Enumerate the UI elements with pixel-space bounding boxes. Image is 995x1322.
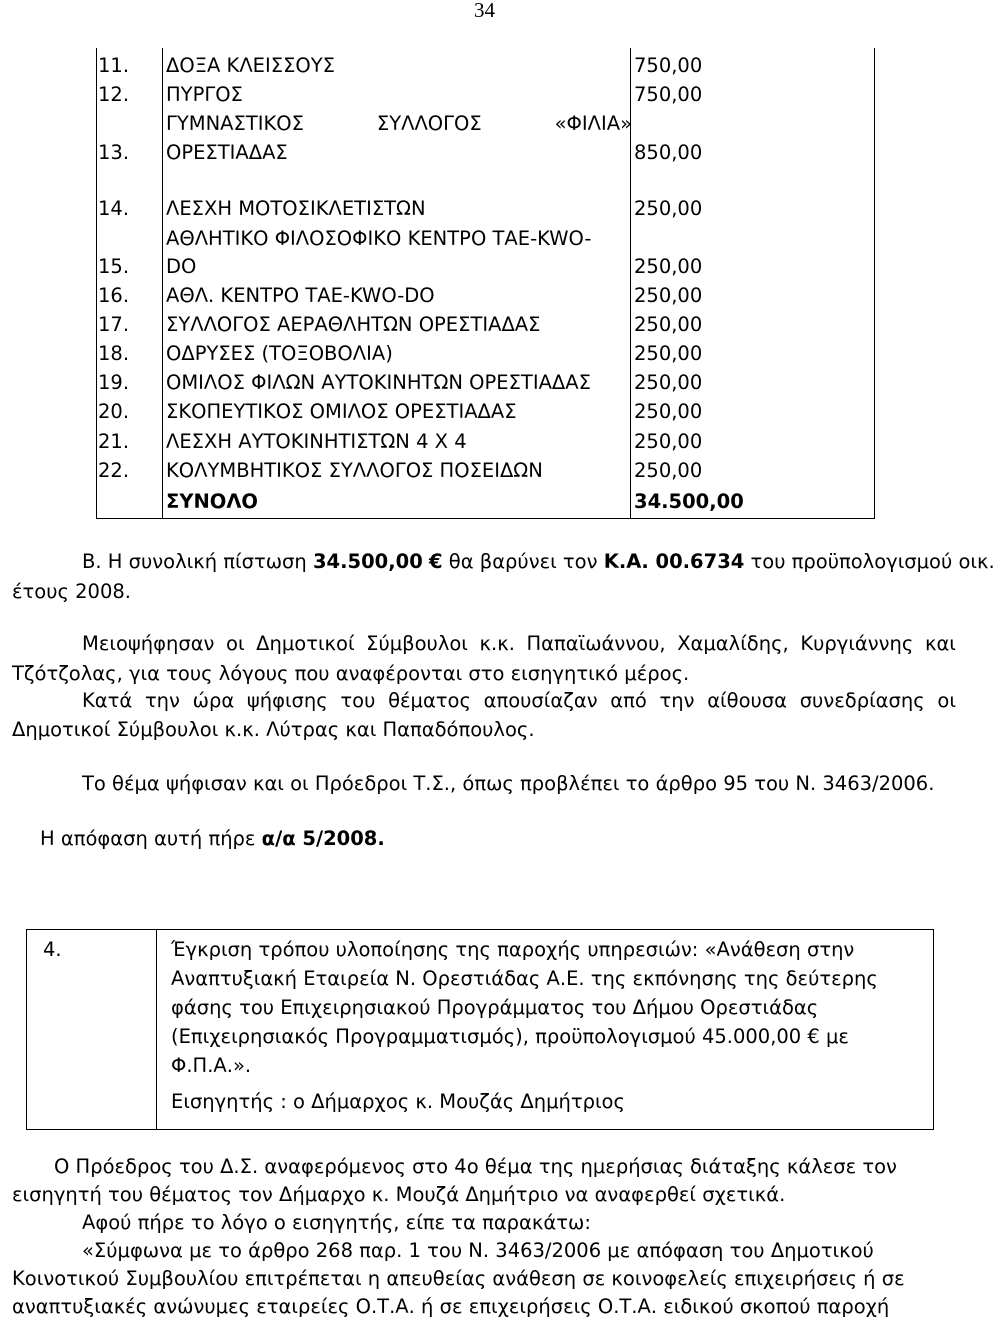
table-border-left xyxy=(96,48,97,518)
agenda-item-line: Έγκριση τρόπου υλοποίησης της παροχής υπηρεσιών: «Ανάθεση στην xyxy=(171,938,855,961)
minority-line2: Τζότζολας, για τους λόγους που αναφέρονται στο εισηγητικό μέρος. xyxy=(12,662,690,685)
euro-symbol: € xyxy=(428,550,443,573)
closing-line: Κοινοτικού Συμβουλίου επιτρέπεται η απευθείας ανάθεση σε κοινοφελείς επιχειρήσεις ή σε xyxy=(12,1267,905,1290)
decision-number: α/α 5/2008. xyxy=(261,827,385,850)
table-border-num xyxy=(162,48,163,518)
credit-paragraph-line2: έτους 2008. xyxy=(12,580,131,603)
decision-line: Η απόφαση αυτή πήρε α/α 5/2008. xyxy=(40,827,385,850)
agenda-item-line: φάσης του Επιχειρησιακού Προγράμματος του Δήμου Ορεστιάδας xyxy=(171,996,819,1019)
absent-line2: Δημοτικοί Σύμβουλοι κ.κ. Λύτρας και Παπαδόπουλος. xyxy=(12,718,535,741)
closing-line: «Σύμφωνα με το άρθρο 268 παρ. 1 του Ν. 3463/2006 με απόφαση του Δημοτικού xyxy=(82,1239,874,1262)
agenda-item-box xyxy=(26,929,934,1130)
minority-line1: Μειοψήφησαν οι Δημοτικοί Σύμβουλοι κ.κ. Παπαϊωάννου, Χαμαλίδης, Κυργιάννης και xyxy=(82,632,956,655)
total-label: ΣΥΝΟΛΟ xyxy=(166,490,259,513)
closing-line: εισηγητή του θέματος τον Δήμαρχο κ. Μουζά Δημήτριο να αναφερθεί σχετικά. xyxy=(12,1183,786,1206)
closing-line: Ο Πρόεδρος του Δ.Σ. αναφερόμενος στο 4ο θέμα της ημερήσιας διάταξης κάλεσε τον xyxy=(54,1155,897,1178)
rapporteur: Εισηγητής : ο Δήμαρχος κ. Μουζάς Δημήτριος xyxy=(171,1090,625,1113)
agenda-item-line: Φ.Π.Α.». xyxy=(171,1054,252,1077)
absent-line1: Κατά την ώρα ψήφισης του θέματος απουσίαζαν από την αίθουσα συνεδρίασης οι xyxy=(82,689,956,712)
credit-paragraph: Β. Η συνολική πίστωση 34.500,00 € θα βαρύνει τον Κ.Α. 00.6734 του προϋπολογισμού οικ. xyxy=(82,550,995,573)
page-number: 34 xyxy=(474,0,495,22)
agenda-item-separator xyxy=(156,930,157,1129)
total-amount: 34.500,00 xyxy=(634,490,744,513)
agenda-item-line: (Επιχειρησιακός Προγραμματισμός), προϋπολογισμού 45.000,00 € με xyxy=(171,1025,849,1048)
closing-line: αναπτυξιακές ανώνυμες εταιρείες Ο.Τ.Α. ή σε επιχειρήσεις Ο.Τ.Α. ειδικού σκοπού παροχή xyxy=(12,1295,890,1318)
agenda-item-line: Αναπτυξιακή Εταιρεία Ν. Ορεστιάδας Α.Ε. της εκπόνησης της δεύτερης xyxy=(171,967,878,990)
closing-line: Αφού πήρε το λόγο ο εισηγητής, είπε τα παρακάτω: xyxy=(82,1211,591,1234)
table-border-right xyxy=(874,48,875,518)
presidents-vote: Το θέμα ψήφισαν και οι Πρόεδροι Τ.Σ., όπως προβλέπει το άρθρο 95 του Ν. 3463/2006. xyxy=(82,772,935,795)
table-border-bottom xyxy=(96,518,875,519)
agenda-item-number: 4. xyxy=(43,938,62,961)
